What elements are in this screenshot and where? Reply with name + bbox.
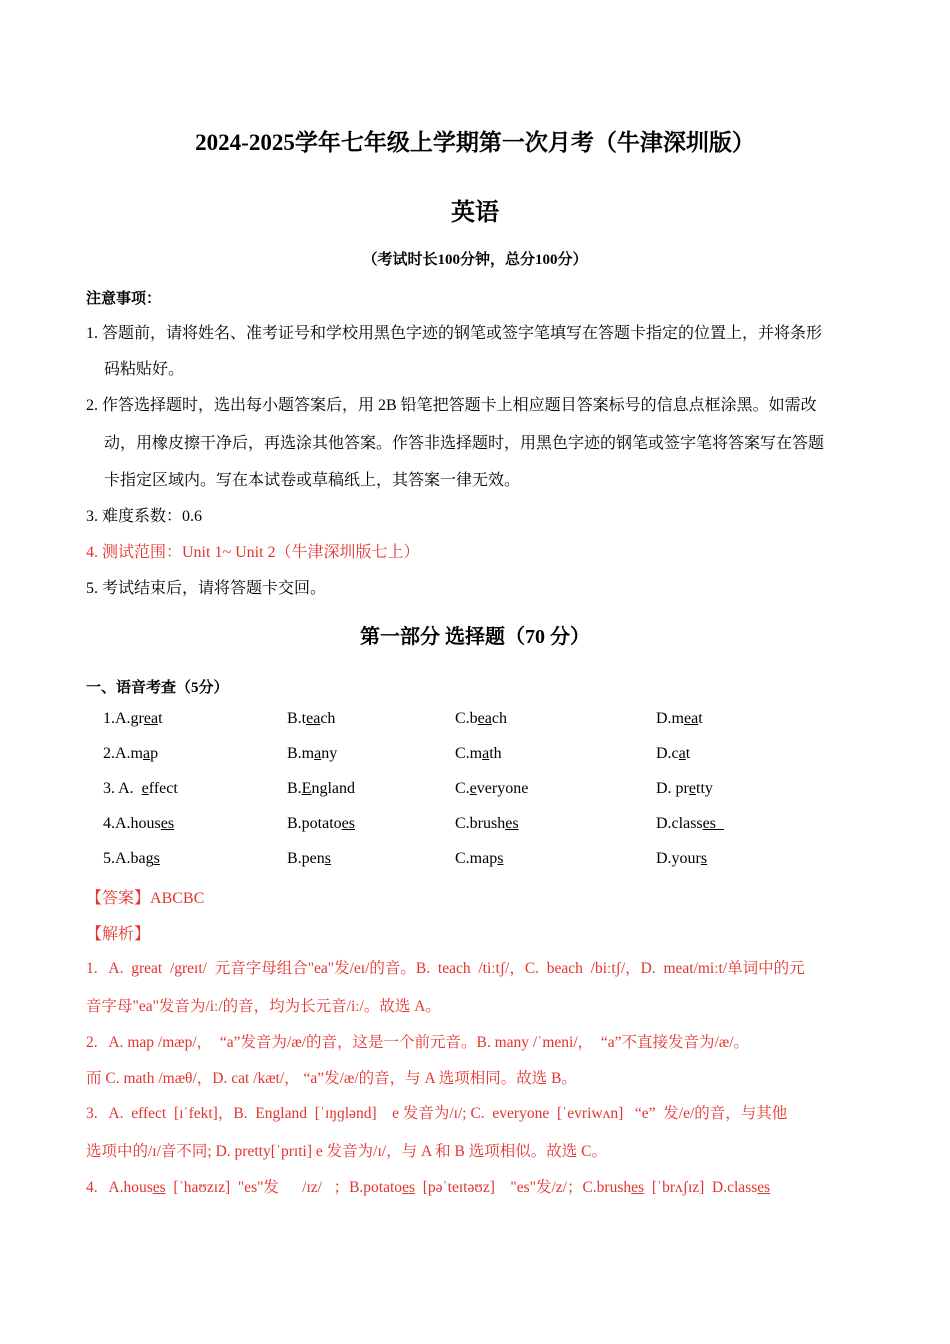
note-item-5 [86, 575, 326, 598]
option-d: D. pretty [656, 780, 713, 797]
option-a: 5.A.bags [103, 850, 160, 867]
note-number: 1. [86, 325, 98, 342]
note-number: 4. [86, 544, 98, 561]
explanation-1-line-1: 1. A. great /greɪt/ 元音字母组合"ea"发/eɪ/的音。B. teach /tiːtʃ/，C. beach /biːtʃ/，D. meat/miːt/单词中的元 [86, 960, 805, 977]
option-d: D.yours [656, 850, 708, 867]
note-number: 2. [86, 397, 98, 414]
option-c: C.beach [455, 710, 507, 727]
option-d: D.cat [656, 745, 691, 762]
option-b: B.England [287, 780, 355, 797]
time-note: （考试时长100分钟，总分100分） [362, 252, 588, 268]
option-c: C.brushes [455, 815, 519, 832]
note-text: 测试范围：Unit 1~ Unit 2（牛津深圳版七上） [102, 544, 420, 561]
section-title: 一、语音考查（5分） [86, 680, 229, 696]
note-item-2 [86, 392, 817, 415]
option-b: B.pens [287, 850, 332, 867]
note-item-2-cont-1: 动，用橡皮擦干净后，再选涂其他答案。作答非选择题时，用黑色字迹的钢笔或签字笔将答案写在答题 [104, 435, 825, 452]
subject-title: 英语 [451, 200, 499, 226]
option-a: 1.A.great [103, 710, 163, 727]
note-text: 作答选择题时，选出每小题答案后，用 2B 铅笔把答题卡上相应题目答案标号的信息点框涂黑。如需改 [102, 397, 817, 414]
note-item-1 [86, 320, 822, 343]
option-d: D.classes [656, 815, 724, 832]
exam-title: 2024-2025学年七年级上学期第一次月考（牛津深圳版） [195, 130, 755, 155]
option-b: B.many [287, 745, 338, 762]
part-title: 第一部分 选择题（70 分） [360, 626, 590, 648]
note-number: 3. [86, 508, 98, 525]
explanation-3-line-1: 3. A. effect [ɪˈfekt]，B. England [ˈɪŋɡlənd] e 发音为/ɪ/; C. everyone [ˈevriwʌn] “e” 发/e/的音，与其他 [86, 1105, 788, 1122]
explanation-1-line-2: 音字母"ea"发音为/iː/的音，均为长元音/iː/。故选 A。 [86, 998, 441, 1015]
explanation-2-line-2: 而 C. math /mæθ/，D. cat /kæt/， “a”发/æ/的音，与 A 选项相同。故选 B。 [86, 1070, 577, 1087]
explanation-2-line-1: 2. A. map /mæp/， “a”发音为/æ/的音，这是一个前元音。B. many /ˈmeni/， “a”不直接发音为/æ/。 [86, 1034, 750, 1051]
note-text: 考试结束后，请将答题卡交回。 [102, 580, 327, 597]
note-text: 难度系数：0.6 [102, 508, 203, 525]
option-c: C.everyone [455, 780, 529, 797]
note-item-3 [86, 503, 202, 526]
answer-label: 【答案】 [86, 890, 151, 907]
explanation-3-line-2: 选项中的/ɪ/音不同; D. pretty[ˈprɪti] e 发音为/ɪ/，与 A 和 B 选项相似。故选 C。 [86, 1143, 607, 1160]
analysis-label: 【解析】 [86, 926, 151, 943]
option-a: 3. A. effect [103, 780, 178, 797]
note-item-1-cont: 码粘贴好。 [104, 361, 185, 378]
note-number: 5. [86, 580, 98, 597]
notes-heading: 注意事项： [86, 291, 162, 307]
option-a: 2.A.map [103, 745, 159, 762]
note-item-4 [86, 539, 420, 562]
option-c: C.maps [455, 850, 504, 867]
option-d: D.meat [656, 710, 703, 727]
option-a: 4.A.houses [103, 815, 175, 832]
option-c: C.math [455, 745, 502, 762]
explanation-4-line-1: 4. A.houses [ˈhaʊzɪz] "es"发 /ɪz/ ；B.potatoes [pəˈteɪtəʊz] "es"发/z/；C.brushes [ˈbrʌʃɪz] D.classes [86, 1179, 771, 1196]
note-text: 答题前，请将姓名、准考证号和学校用黑色字迹的钢笔或签字笔填写在答题卡指定的位置上，并将条形 [102, 325, 823, 342]
answer-value: ABCBC [150, 890, 205, 907]
option-b: B.potatoes [287, 815, 355, 832]
option-b: B.teach [287, 710, 336, 727]
note-item-2-cont-2: 卡指定区域内。写在本试卷或草稿纸上，其答案一律无效。 [104, 472, 521, 489]
answer-line [86, 885, 204, 908]
